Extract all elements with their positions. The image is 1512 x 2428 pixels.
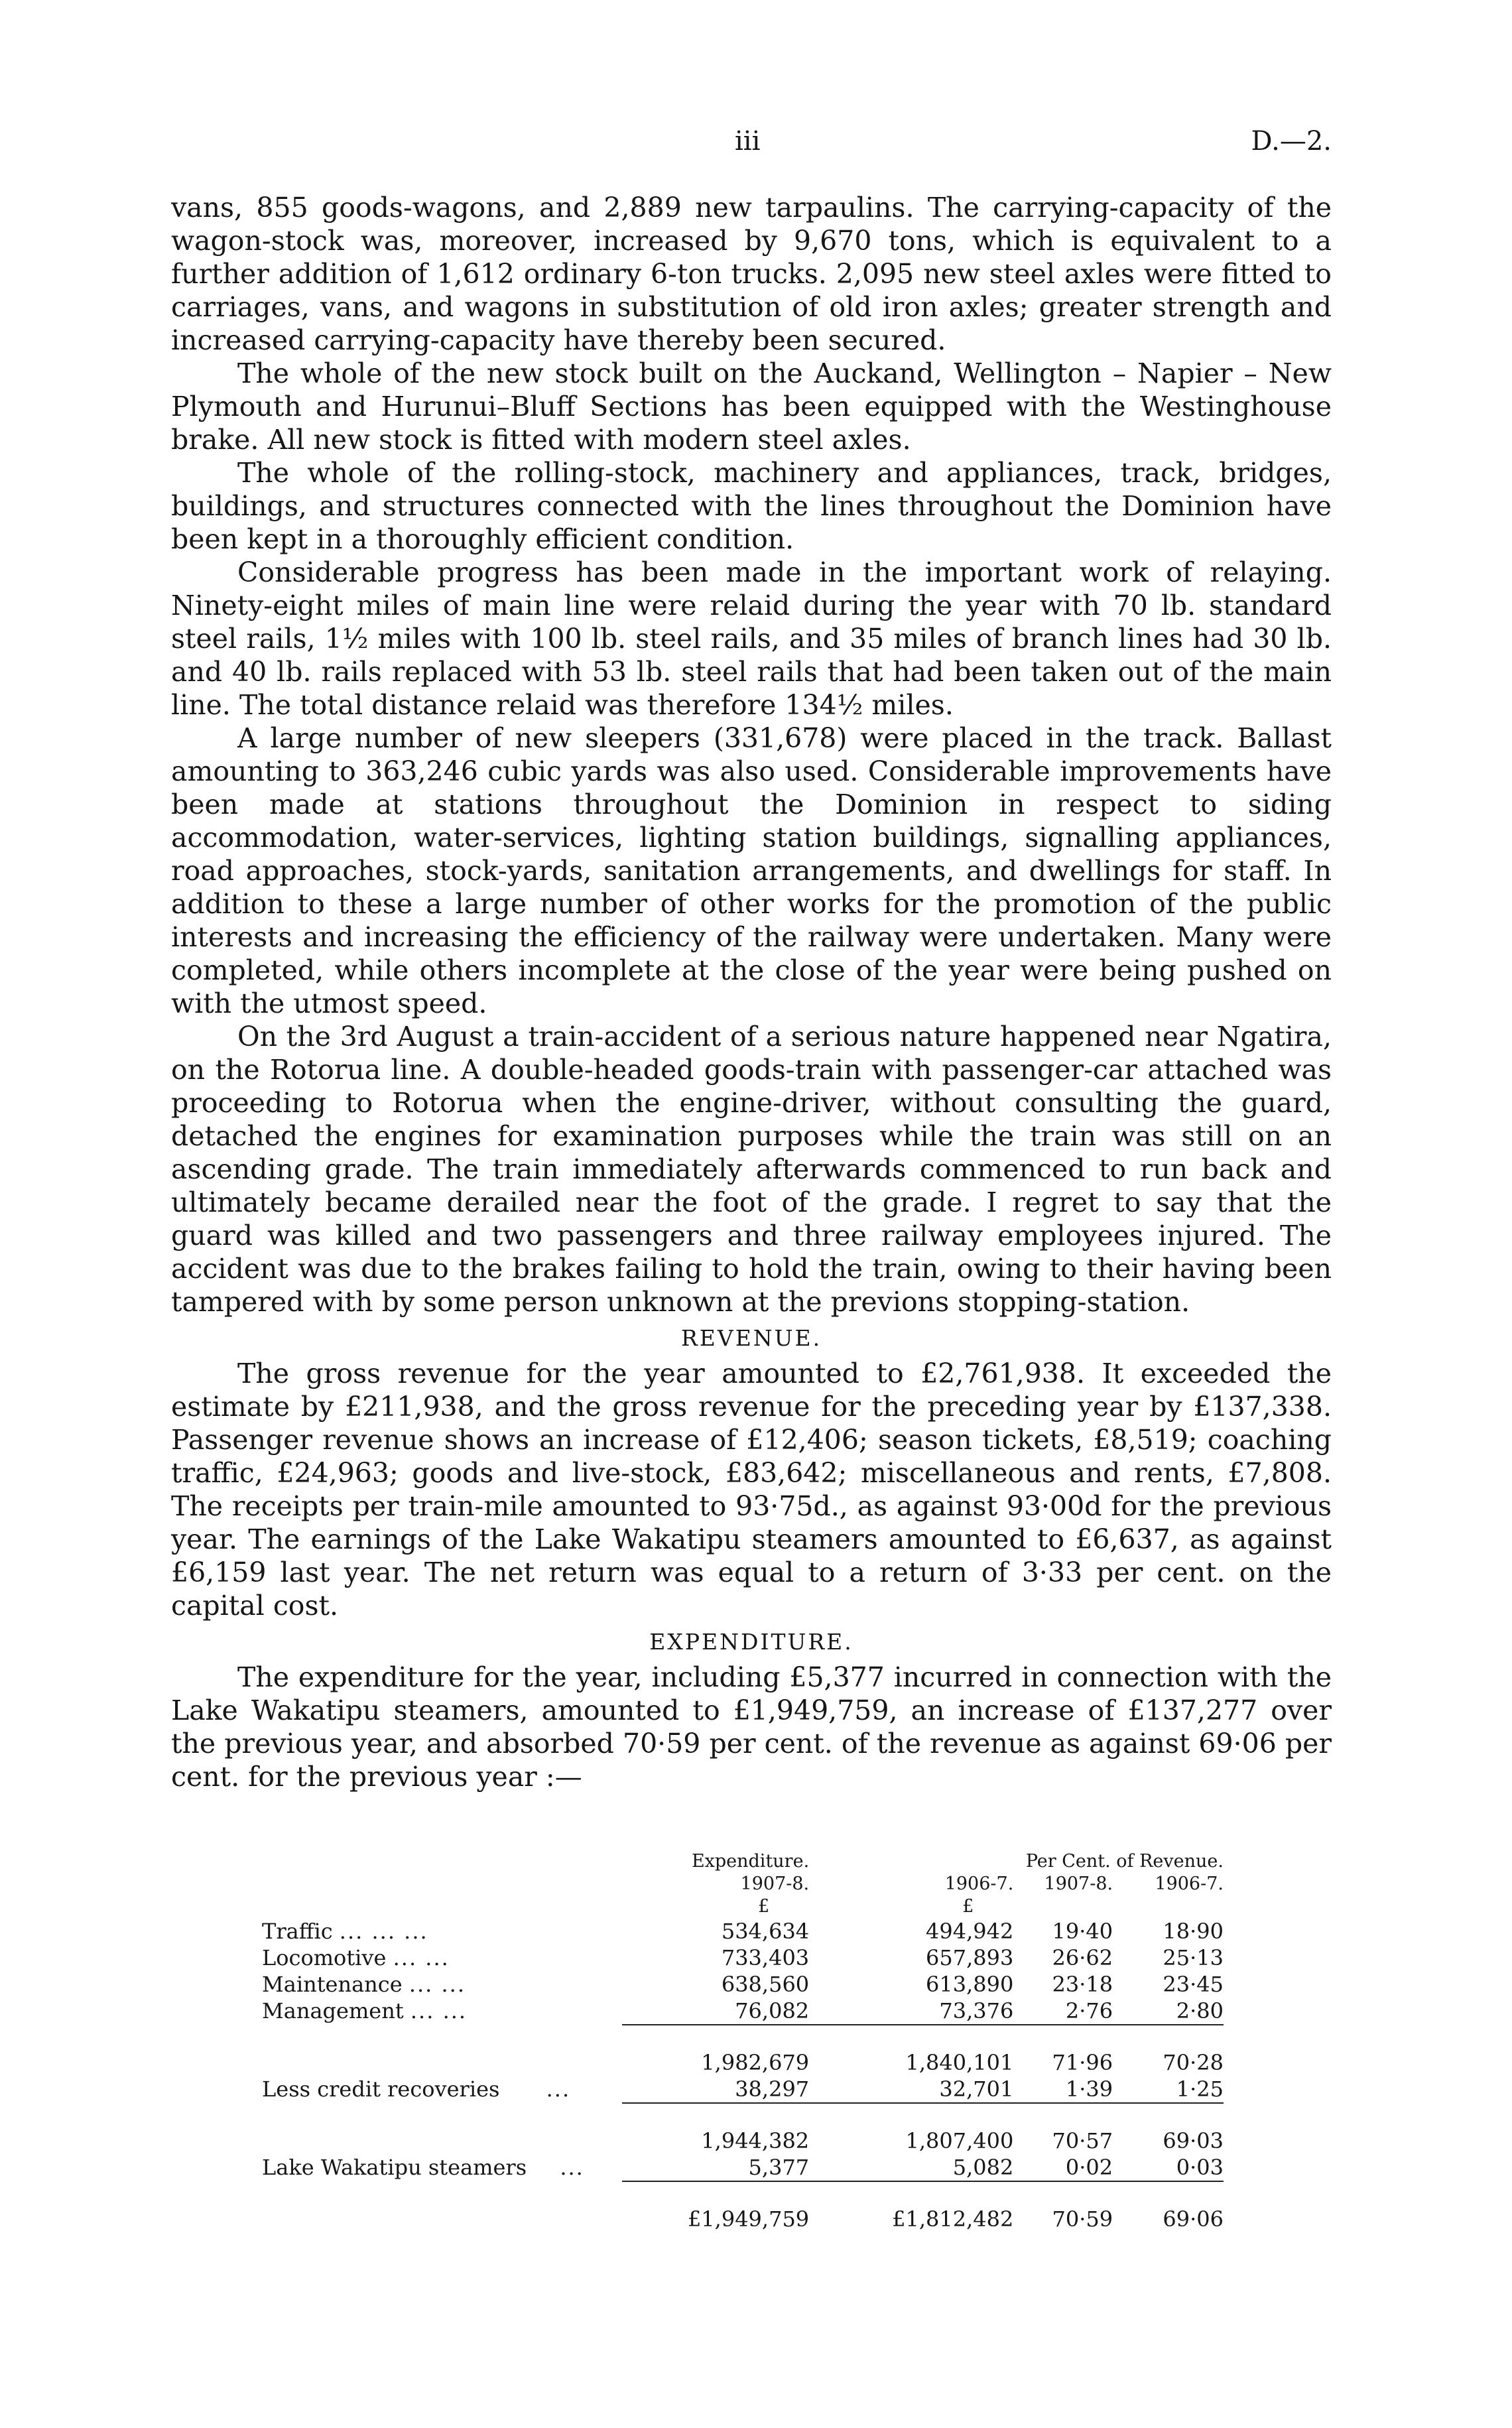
leader-dots: ... ... — [410, 1998, 468, 2023]
header-year-1907-8-pct: 1907-8. — [1044, 1874, 1113, 1894]
revenue-heading: REVENUE. — [680, 1325, 822, 1351]
paragraph-3: The whole of the rolling-stock, machinery and appliances, track, bridges, buildings, and structures connected with the lines throughout the Dominion have been kept in a thoroughly efficient condition. — [171, 457, 1332, 555]
cell-value: 73,376 — [939, 1998, 1014, 2023]
document-reference: D.—2. — [1251, 126, 1332, 157]
subtotal-value: 1,840,101 — [905, 2050, 1014, 2075]
expenditure-paragraph: The expenditure for the year, including £5,377 incurred in connection with the Lake Wakatipu steamers, amounted to £1,949,759, an increase of £137,277 over the previous year, and absorbed 70·59 per cent. of the revenue as against 69·06 per cent. for the previous year :— — [171, 1661, 1332, 1793]
revenue-paragraph: The gross revenue for the year amounted to £2,761,938. It exceeded the estimate by £211,938, and the gross revenue for the preceding year by £137,338. Passenger revenue shows an increase of £12,406; season tickets, £8,519; coaching traffic, £24,963; goods and live-stock, £83,642; miscellaneous and rents, £7,808. The receipts per train-mile amounted to 93·75d., as against 93·00d for the previous year. The earnings of the Lake Wakatipu steamers amounted to £6,637, as against £6,159 last year. The net return was equal to a return of 3·33 per cent. on the capital cost. — [171, 1358, 1332, 1622]
header-year-1906-7-pct: 1906-7. — [1155, 1874, 1224, 1894]
cell-value: 638,560 — [721, 1972, 810, 1997]
cell-value: 0·03 — [1176, 2155, 1224, 2180]
cell-value: 534,634 — [721, 1919, 810, 1944]
table-row — [262, 1918, 1224, 1945]
table-rule — [262, 2025, 1224, 2043]
page-header — [171, 126, 1332, 172]
header-unit-pound-1: £ — [757, 1896, 770, 1917]
cell-value: 18·90 — [1163, 1919, 1224, 1944]
total-value: 69·06 — [1163, 2206, 1224, 2232]
total-value: £1,812,482 — [892, 2206, 1014, 2232]
cell-value: 19·40 — [1052, 1919, 1113, 1944]
header-percent-revenue: Per Cent. of Revenue. — [1025, 1851, 1224, 1872]
header-unit-pound-2: £ — [962, 1896, 974, 1917]
paragraph-5: A large number of new sleepers (331,678) were placed in the track. Ballast amounting to 363,246 cubic yards was also used. Considerable improvements have been made at stations throughout the Dominion in respect to siding accommodation, water-services, lighting station buildings, signalling appliances, road approaches, stock-yards, sanitation arrangements, and dwellings for staff. In addition to these a large number of other works for the promotion of the public interests and increasing the efficiency of the railway were undertaken. Many were completed, while others incomplete at the close of the year were being pushed on with the utmost speed. — [171, 722, 1332, 1019]
row-label: Lake Wakatipu steamers — [262, 2155, 527, 2180]
table-row — [262, 1998, 1224, 2025]
page-number: iii — [735, 126, 761, 157]
cell-value: 733,403 — [721, 1945, 810, 1970]
table-rule — [262, 2181, 1224, 2199]
cell-value: 23·18 — [1052, 1972, 1113, 1997]
cell-value: 76,082 — [735, 1998, 810, 2023]
table-row — [262, 1971, 1224, 1998]
cell-value: 2·80 — [1176, 1998, 1224, 2023]
row-label: Maintenance — [262, 1972, 403, 1997]
subtotal-row — [262, 2043, 1224, 2076]
cell-value: 657,893 — [925, 1945, 1014, 1970]
total-value: £1,949,759 — [687, 2206, 810, 2232]
paragraph-6: On the 3rd August a train-accident of a serious nature happened near Ngatira, on the Rotorua line. A double-headed goods-train with passenger-car attached was proceeding to Rotorua when the engine-driver, without consulting the guard, detached the engines for examination purposes while the train was still on an ascending grade. The train immediately afterwards commenced to run back and ultimately became derailed near the foot of the grade. I regret to say that the guard was killed and two passengers and three railway employees injured. The accident was due to the brakes failing to hold the train, owing to their having been tampered with by some person unknown at the previons stopping-station. — [171, 1021, 1332, 1318]
header-year-1906-7-exp: 1906-7. — [944, 1874, 1014, 1894]
leader-dots: ... ... — [409, 1972, 466, 1997]
paragraph-1: vans, 855 goods-wagons, and 2,889 new tarpaulins. The carrying-capacity of the wagon-stock was, moreover, increased by 9,670 tons, which is equivalent to a further addition of 1,612 ordinary 6-ton trucks. 2,095 new steel axles were fitted to carriages, vans, and wagons in substitution of old iron axles; greater strength and increased carrying-capacity have thereby been secured. — [171, 192, 1332, 356]
leader-dots: ... ... — [393, 1945, 450, 1970]
cell-value: 25·13 — [1163, 1945, 1224, 1970]
steamers-row — [262, 2154, 1224, 2181]
subtotal-value: 1,982,679 — [701, 2050, 810, 2075]
expenditure-table — [262, 1850, 1224, 2232]
cell-value: 26·62 — [1052, 1945, 1113, 1970]
leader-dots: ... — [546, 2077, 571, 2102]
table-header-row-1 — [262, 1850, 1224, 1873]
table-row — [262, 1945, 1224, 1971]
cell-value: 1·39 — [1065, 2077, 1113, 2102]
header-year-1907-8-exp: 1907-8. — [740, 1874, 810, 1894]
total-value: 70·59 — [1052, 2206, 1113, 2232]
subtotal-row — [262, 2121, 1224, 2154]
paragraph-4: Considerable progress has been made in the important work of relaying. Ninety-eight miles of main line were relaid during the year with 70 lb. standard steel rails, 1½ miles with 100 lb. steel rails, and 35 miles of branch lines had 30 lb. and 40 lb. rails replaced with 53 lb. steel rails that had been taken out of the main line. The total distance relaid was therefore 134½ miles. — [171, 556, 1332, 721]
cell-value: 38,297 — [735, 2077, 810, 2102]
credit-recoveries-row — [262, 2076, 1224, 2103]
cell-value: 23·45 — [1163, 1972, 1224, 1997]
cell-value: 32,701 — [939, 2077, 1014, 2102]
subtotal-value: 1,807,400 — [905, 2128, 1014, 2153]
table-header-row-3 — [262, 1895, 1224, 1918]
cell-value: 0·02 — [1065, 2155, 1113, 2180]
header-expenditure: Expenditure. — [691, 1851, 810, 1872]
subtotal-value: 70·28 — [1163, 2050, 1224, 2075]
leader-dots: ... — [560, 2155, 584, 2180]
subtotal-value: 69·03 — [1163, 2128, 1224, 2153]
row-label: Management — [262, 1998, 404, 2023]
table-rule — [262, 2103, 1224, 2121]
cell-value: 5,377 — [748, 2155, 810, 2180]
row-label: Less credit recoveries — [262, 2077, 500, 2102]
row-label: Traffic — [262, 1919, 333, 1944]
cell-value: 494,942 — [925, 1919, 1014, 1944]
table-header-row-2 — [262, 1873, 1224, 1895]
subtotal-value: 71·96 — [1052, 2050, 1113, 2075]
leader-dots: ... ... ... — [339, 1919, 428, 1944]
total-row — [262, 2199, 1224, 2232]
paragraph-2: The whole of the new stock built on the Auckand, Wellington – Napier – New Plymouth and Hurunui–Bluff Sections has been equipped with the Westinghouse brake. All new stock is fitted with modern steel axles. — [171, 357, 1332, 456]
row-label: Locomotive — [262, 1945, 387, 1970]
subtotal-value: 1,944,382 — [701, 2128, 810, 2153]
cell-value: 613,890 — [925, 1972, 1014, 1997]
cell-value: 5,082 — [952, 2155, 1014, 2180]
body-text — [171, 191, 1332, 1793]
cell-value: 2·76 — [1065, 1998, 1113, 2023]
cell-value: 1·25 — [1176, 2077, 1224, 2102]
subtotal-value: 70·57 — [1052, 2128, 1113, 2153]
expenditure-heading: EXPENDITURE. — [649, 1629, 853, 1655]
